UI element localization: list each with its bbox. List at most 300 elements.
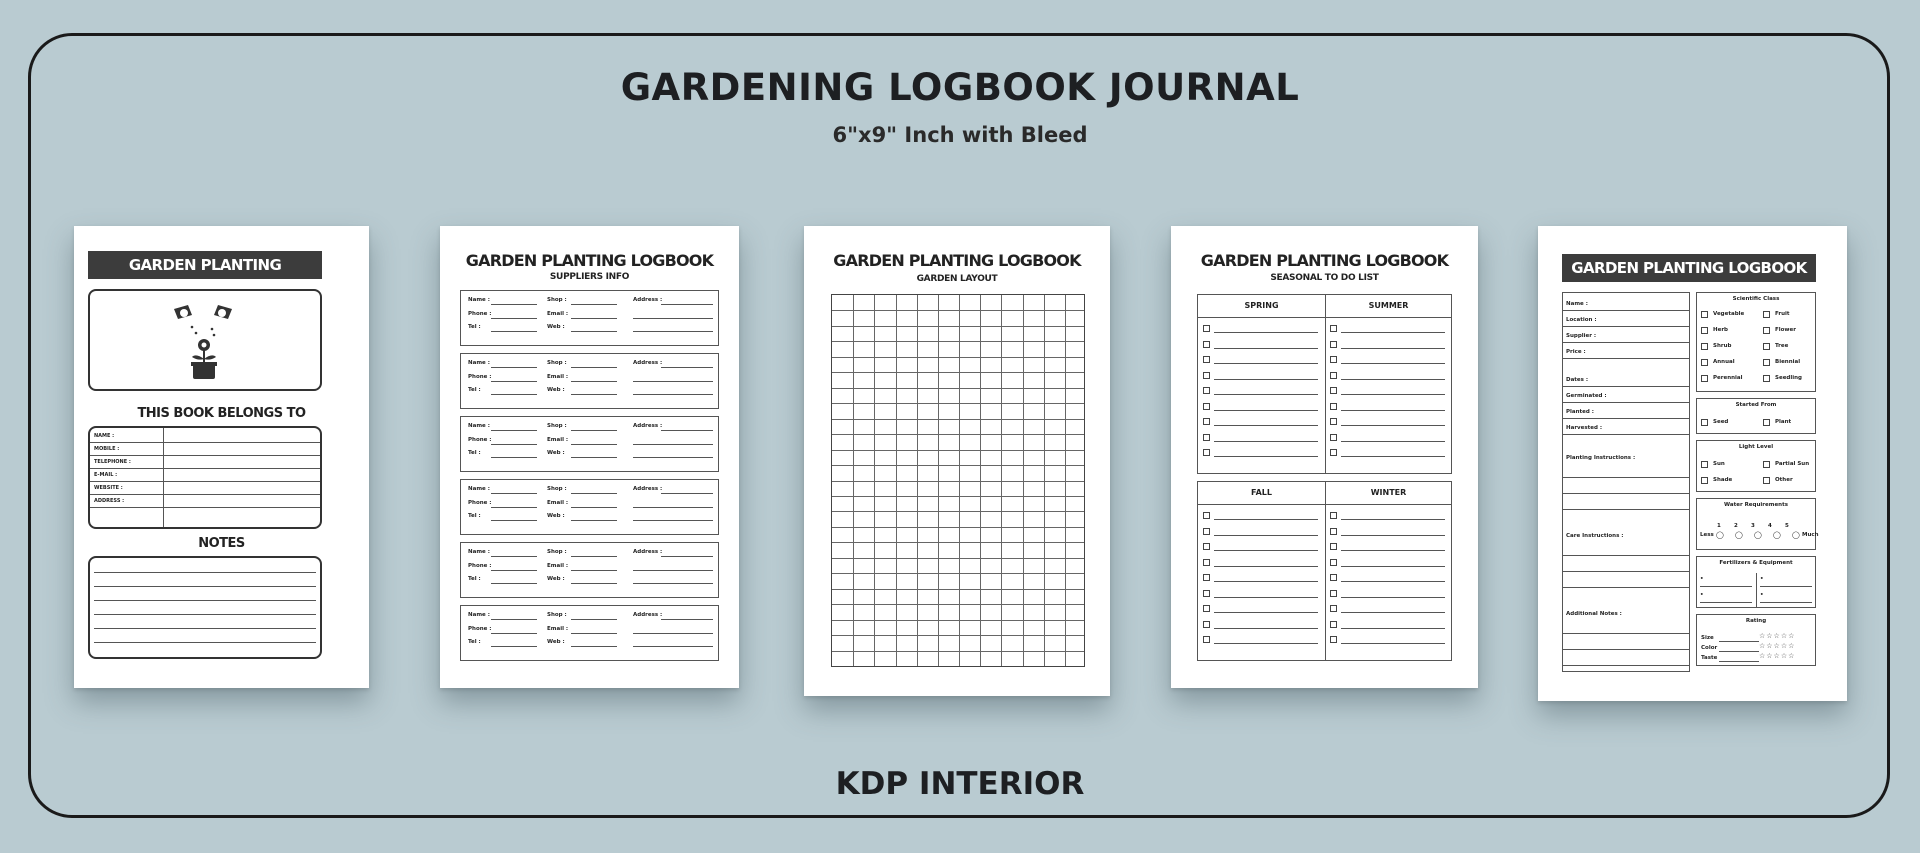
supplier-line (571, 394, 617, 395)
todo-line (1341, 643, 1445, 644)
supplier-line (661, 367, 713, 368)
supplier-line (661, 430, 713, 431)
supplier-line (633, 646, 713, 647)
class-label: Flower (1775, 327, 1796, 333)
plant-field-label: Additional Notes : (1566, 611, 1622, 617)
supplier-line (571, 570, 617, 571)
supplier-label: Name : (468, 297, 490, 303)
supplier-line (633, 507, 713, 508)
started-checkbox (1763, 419, 1770, 426)
seasonal-title: GARDEN PLANTING LOGBOOK (1200, 251, 1449, 270)
class-checkbox (1701, 359, 1708, 366)
class-checkbox (1701, 327, 1708, 334)
class-label: Seedling (1775, 375, 1802, 381)
supplier-line (661, 619, 713, 620)
supplier-line (633, 583, 713, 584)
supplier-line (571, 493, 617, 494)
plant-field-label: Dates : (1566, 377, 1589, 383)
todo-line (1214, 612, 1318, 613)
grid-line (832, 620, 1084, 621)
page-subtitle: 6"x9" Inch with Bleed (832, 123, 1088, 147)
suppliers-page (440, 226, 739, 688)
supplier-label: Web : (547, 450, 565, 456)
fertilizer-line (1700, 586, 1752, 587)
grid-line (832, 604, 1084, 605)
todo-checkbox (1203, 543, 1210, 550)
grid-line (832, 573, 1084, 574)
supplier-label: Phone : (468, 374, 492, 380)
todo-checkbox (1330, 325, 1337, 332)
grid-line (832, 635, 1084, 636)
todo-line (1341, 410, 1445, 411)
grid-line (832, 589, 1084, 590)
supplier-line (491, 367, 537, 368)
water-scale-label: Much (1802, 532, 1819, 538)
notes-heading: NOTES (198, 536, 245, 551)
todo-line (1341, 566, 1445, 567)
light-label: Other (1775, 477, 1793, 483)
water-scale-label: 2 (1734, 523, 1738, 529)
todo-line (1214, 519, 1318, 520)
watering-plant-icon (88, 289, 322, 389)
rating-line (1719, 661, 1759, 662)
todo-checkbox (1330, 449, 1337, 456)
supplier-label: Address : (633, 612, 663, 618)
page-title: GARDENING LOGBOOK JOURNAL (620, 66, 1300, 109)
rating-label: Taste (1701, 655, 1718, 661)
started-from-box (1696, 398, 1816, 434)
supplier-label: Name : (468, 549, 490, 555)
supplier-line (491, 633, 537, 634)
class-checkbox (1701, 311, 1708, 318)
supplier-line (491, 394, 537, 395)
todo-checkbox (1330, 636, 1337, 643)
supplier-label: Tel : (468, 387, 481, 393)
todo-line (1214, 363, 1318, 364)
supplier-label: Web : (547, 576, 565, 582)
class-label: Biennial (1775, 359, 1801, 365)
supplier-box (460, 479, 719, 535)
supplier-label: Address : (633, 486, 663, 492)
supplier-line (491, 619, 537, 620)
todo-line (1341, 363, 1445, 364)
suppliers-subtitle: SUPPLIERS INFO (549, 272, 630, 282)
rating-line (1719, 651, 1759, 652)
plant-field-line (1563, 326, 1689, 327)
notes-box (88, 556, 322, 659)
grid-line (832, 388, 1084, 389)
todo-line (1214, 581, 1318, 582)
light-checkbox (1763, 477, 1770, 484)
todo-checkbox (1330, 341, 1337, 348)
field-mobile: MOBILE : (94, 446, 120, 452)
supplier-box (460, 542, 719, 598)
plant-field-line (1563, 310, 1689, 311)
layout-title: GARDEN PLANTING LOGBOOK (833, 251, 1081, 270)
bullet-icon: • (1700, 592, 1704, 598)
grid-line (832, 310, 1084, 311)
todo-checkbox (1203, 528, 1210, 535)
todo-line (1341, 581, 1445, 582)
water-drop-icon: ◯ (1792, 531, 1800, 539)
plant-field-line (1563, 665, 1689, 666)
supplier-label: Name : (468, 423, 490, 429)
supplier-label: Name : (468, 360, 490, 366)
todo-checkbox (1330, 528, 1337, 535)
todo-checkbox (1203, 403, 1210, 410)
plant-field-label: Name : (1566, 301, 1588, 307)
supplier-box (460, 290, 719, 346)
todo-line (1214, 535, 1318, 536)
section-heading: Light Level (1738, 444, 1774, 450)
grid-line (832, 465, 1084, 466)
supplier-label: Shop : (547, 297, 567, 303)
grid-line (832, 558, 1084, 559)
todo-line (1214, 456, 1318, 457)
plant-field-line (1563, 587, 1689, 588)
water-scale-label: 4 (1768, 523, 1772, 529)
season-header-line (1198, 504, 1451, 505)
light-label: Partial Sun (1775, 461, 1810, 467)
belongs-heading: THIS BOOK BELONGS TO (137, 406, 306, 421)
supplier-label: Phone : (468, 563, 492, 569)
todo-line (1214, 425, 1318, 426)
supplier-line (633, 318, 713, 319)
section-heading: Rating (1745, 618, 1767, 624)
season-divider (1325, 295, 1326, 473)
grid-line (832, 481, 1084, 482)
todo-checkbox (1203, 341, 1210, 348)
plant-field-line (1563, 649, 1689, 650)
plant-field-label: Location : (1566, 317, 1597, 323)
plant-title-band: GARDEN PLANTING LOGBOOK (1562, 254, 1816, 282)
todo-line (1341, 597, 1445, 598)
supplier-line (571, 444, 617, 445)
todo-checkbox (1203, 574, 1210, 581)
todo-line (1214, 566, 1318, 567)
supplier-line (491, 318, 537, 319)
seasonal-subtitle: SEASONAL TO DO LIST (1270, 273, 1379, 283)
todo-checkbox (1203, 356, 1210, 363)
season-heading: SPRING (1244, 301, 1279, 310)
todo-checkbox (1203, 605, 1210, 612)
water-scale-label: 3 (1751, 523, 1755, 529)
light-checkbox (1763, 461, 1770, 468)
season-heading: SUMMER (1368, 301, 1409, 310)
class-label: Annual (1713, 359, 1735, 365)
supplier-line (571, 381, 617, 382)
supplier-line (491, 570, 537, 571)
supplier-line (571, 318, 617, 319)
todo-checkbox (1330, 543, 1337, 550)
class-label: Tree (1775, 343, 1789, 349)
supplier-line (633, 520, 713, 521)
supplier-line (491, 646, 537, 647)
todo-checkbox (1203, 372, 1210, 379)
supplier-line (633, 457, 713, 458)
supplier-label: Email : (547, 626, 569, 632)
supplier-line (571, 619, 617, 620)
supplier-line (633, 444, 713, 445)
field-address: ADDRESS : (94, 498, 125, 504)
grid-line (832, 434, 1084, 435)
star-rating-icon: ☆☆☆☆☆ (1759, 632, 1796, 640)
water-scale-label: Less (1700, 532, 1714, 538)
section-heading: Water Requirements (1724, 502, 1788, 508)
field-email: E-MAIL : (94, 472, 118, 478)
grid-line (832, 511, 1084, 512)
water-drop-icon: ◯ (1735, 531, 1743, 539)
todo-line (1341, 332, 1445, 333)
bullet-icon: • (1760, 592, 1764, 598)
todo-line (1214, 441, 1318, 442)
supplier-line (491, 430, 537, 431)
rating-label: Color (1701, 645, 1718, 651)
season-heading: FALL (1251, 488, 1272, 497)
season-divider (1325, 482, 1326, 660)
fertilizer-line (1700, 602, 1752, 603)
supplier-line (491, 583, 537, 584)
supplier-line (491, 304, 537, 305)
todo-line (1214, 348, 1318, 349)
supplier-label: Tel : (468, 450, 481, 456)
supplier-line (571, 646, 617, 647)
light-label: Sun (1713, 461, 1725, 467)
plant-field-label: Supplier : (1566, 333, 1597, 339)
supplier-box (460, 416, 719, 472)
water-drop-icon: ◯ (1716, 531, 1724, 539)
plant-field-label: Planting Instructions : (1566, 455, 1636, 461)
plant-detail-page (1538, 226, 1847, 701)
supplier-label: Address : (633, 360, 663, 366)
supplier-box (460, 353, 719, 409)
class-checkbox (1763, 343, 1770, 350)
supplier-label: Shop : (547, 549, 567, 555)
todo-line (1341, 394, 1445, 395)
fertilizer-line (1760, 602, 1812, 603)
plant-field-line (1563, 493, 1689, 494)
supplier-label: Address : (633, 549, 663, 555)
supplier-label: Name : (468, 486, 490, 492)
plant-field-label: Planted : (1566, 409, 1594, 415)
supplier-label: Web : (547, 513, 565, 519)
class-label: Perennial (1713, 375, 1743, 381)
todo-checkbox (1330, 372, 1337, 379)
grid-line (832, 419, 1084, 420)
fertilizer-line (1760, 586, 1812, 587)
todo-line (1214, 643, 1318, 644)
light-checkbox (1701, 477, 1708, 484)
todo-line (1214, 628, 1318, 629)
supplier-label: Tel : (468, 576, 481, 582)
light-label: Shade (1713, 477, 1733, 483)
supplier-line (571, 430, 617, 431)
todo-checkbox (1203, 434, 1210, 441)
supplier-label: Web : (547, 324, 565, 330)
season-heading: WINTER (1370, 488, 1407, 497)
supplier-line (491, 520, 537, 521)
todo-checkbox (1330, 418, 1337, 425)
supplier-line (571, 520, 617, 521)
plant-field-label: Germinated : (1566, 393, 1607, 399)
season-box (1197, 294, 1452, 474)
todo-checkbox (1330, 574, 1337, 581)
water-scale-label: 5 (1785, 523, 1789, 529)
plant-field-line (1563, 386, 1689, 387)
rating-label: Size (1701, 635, 1714, 641)
todo-checkbox (1203, 512, 1210, 519)
plant-field-line (1563, 434, 1689, 435)
grid-line (832, 326, 1084, 327)
supplier-label: Email : (547, 437, 569, 443)
water-drop-icon: ◯ (1754, 531, 1762, 539)
plant-field-line (1563, 509, 1689, 510)
grid-line (832, 403, 1084, 404)
supplier-line (491, 556, 537, 557)
supplier-line (571, 633, 617, 634)
supplier-line (571, 367, 617, 368)
plant-info-box (1562, 292, 1690, 672)
light-checkbox (1701, 461, 1708, 468)
class-checkbox (1763, 311, 1770, 318)
supplier-label: Phone : (468, 437, 492, 443)
water-scale-label: 1 (1717, 523, 1721, 529)
todo-checkbox (1330, 403, 1337, 410)
todo-checkbox (1330, 590, 1337, 597)
todo-checkbox (1330, 559, 1337, 566)
supplier-label: Address : (633, 423, 663, 429)
rating-box (1696, 614, 1816, 666)
todo-checkbox (1330, 605, 1337, 612)
fertilizer-divider (1756, 573, 1757, 607)
seasonal-page (1171, 226, 1478, 688)
supplier-label: Shop : (547, 423, 567, 429)
class-checkbox (1701, 375, 1708, 382)
grid-line (832, 542, 1084, 543)
supplier-line (491, 381, 537, 382)
owner-info-box (88, 426, 322, 529)
supplier-label: Address : (633, 297, 663, 303)
supplier-label: Shop : (547, 486, 567, 492)
todo-checkbox (1330, 434, 1337, 441)
todo-checkbox (1330, 387, 1337, 394)
class-label: Fruit (1775, 311, 1790, 317)
supplier-line (633, 381, 713, 382)
supplier-line (633, 570, 713, 571)
field-website: WEBSITE : (94, 485, 123, 491)
supplier-line (491, 507, 537, 508)
todo-checkbox (1203, 621, 1210, 628)
grid-line (832, 496, 1084, 497)
supplier-line (661, 556, 713, 557)
grid-line (832, 372, 1084, 373)
todo-checkbox (1203, 325, 1210, 332)
todo-checkbox (1203, 636, 1210, 643)
plant-field-line (1563, 477, 1689, 478)
supplier-box (460, 605, 719, 661)
todo-line (1341, 456, 1445, 457)
supplier-line (491, 331, 537, 332)
supplier-label: Name : (468, 612, 490, 618)
grid-line (832, 450, 1084, 451)
plant-field-line (1563, 418, 1689, 419)
class-label: Vegetable (1713, 311, 1745, 317)
grid-line (832, 527, 1084, 528)
plant-field-line (1563, 555, 1689, 556)
plant-field-line (1563, 402, 1689, 403)
supplier-label: Tel : (468, 513, 481, 519)
todo-checkbox (1203, 387, 1210, 394)
bullet-icon: • (1700, 576, 1704, 582)
cover-image-box (88, 289, 322, 391)
todo-line (1341, 425, 1445, 426)
plant-field-label: Price : (1566, 349, 1586, 355)
plant-field-line (1563, 633, 1689, 634)
todo-line (1214, 410, 1318, 411)
supplier-line (491, 493, 537, 494)
todo-line (1341, 519, 1445, 520)
supplier-label: Email : (547, 500, 569, 506)
todo-line (1341, 550, 1445, 551)
supplier-label: Phone : (468, 311, 492, 317)
plant-field-line (1563, 571, 1689, 572)
supplier-label: Email : (547, 563, 569, 569)
grid-line (832, 357, 1084, 358)
todo-line (1341, 379, 1445, 380)
supplier-line (571, 331, 617, 332)
class-checkbox (1701, 343, 1708, 350)
todo-line (1214, 394, 1318, 395)
todo-line (1214, 550, 1318, 551)
scientific-class-box (1696, 292, 1816, 392)
field-telephone: TELEPHONE : (94, 459, 131, 465)
todo-checkbox (1203, 449, 1210, 456)
todo-checkbox (1330, 356, 1337, 363)
suppliers-title: GARDEN PLANTING LOGBOOK (465, 251, 714, 270)
supplier-label: Email : (547, 374, 569, 380)
started-label: Seed (1713, 419, 1729, 425)
water-drop-icon: ◯ (1773, 531, 1781, 539)
todo-line (1341, 441, 1445, 442)
section-heading: Fertilizers & Equipment (1719, 560, 1793, 566)
started-label: Plant (1775, 419, 1792, 425)
todo-checkbox (1203, 559, 1210, 566)
supplier-line (571, 304, 617, 305)
supplier-line (571, 556, 617, 557)
todo-line (1214, 332, 1318, 333)
fertilizers-box (1696, 556, 1816, 608)
supplier-label: Phone : (468, 500, 492, 506)
bullet-icon: • (1760, 576, 1764, 582)
supplier-label: Web : (547, 639, 565, 645)
supplier-line (491, 444, 537, 445)
started-checkbox (1701, 419, 1708, 426)
rating-line (1719, 641, 1759, 642)
supplier-line (633, 394, 713, 395)
todo-line (1341, 612, 1445, 613)
season-box (1197, 481, 1452, 661)
supplier-label: Email : (547, 311, 569, 317)
plant-field-line (1563, 358, 1689, 359)
supplier-line (661, 493, 713, 494)
grid-line (832, 651, 1084, 652)
star-rating-icon: ☆☆☆☆☆ (1759, 642, 1796, 650)
class-checkbox (1763, 327, 1770, 334)
cover-title-band: GARDEN PLANTING LOGBOOK (88, 251, 322, 279)
footer-label: KDP INTERIOR (835, 766, 1085, 802)
plant-field-label: Care Instructions : (1566, 533, 1624, 539)
todo-line (1341, 348, 1445, 349)
